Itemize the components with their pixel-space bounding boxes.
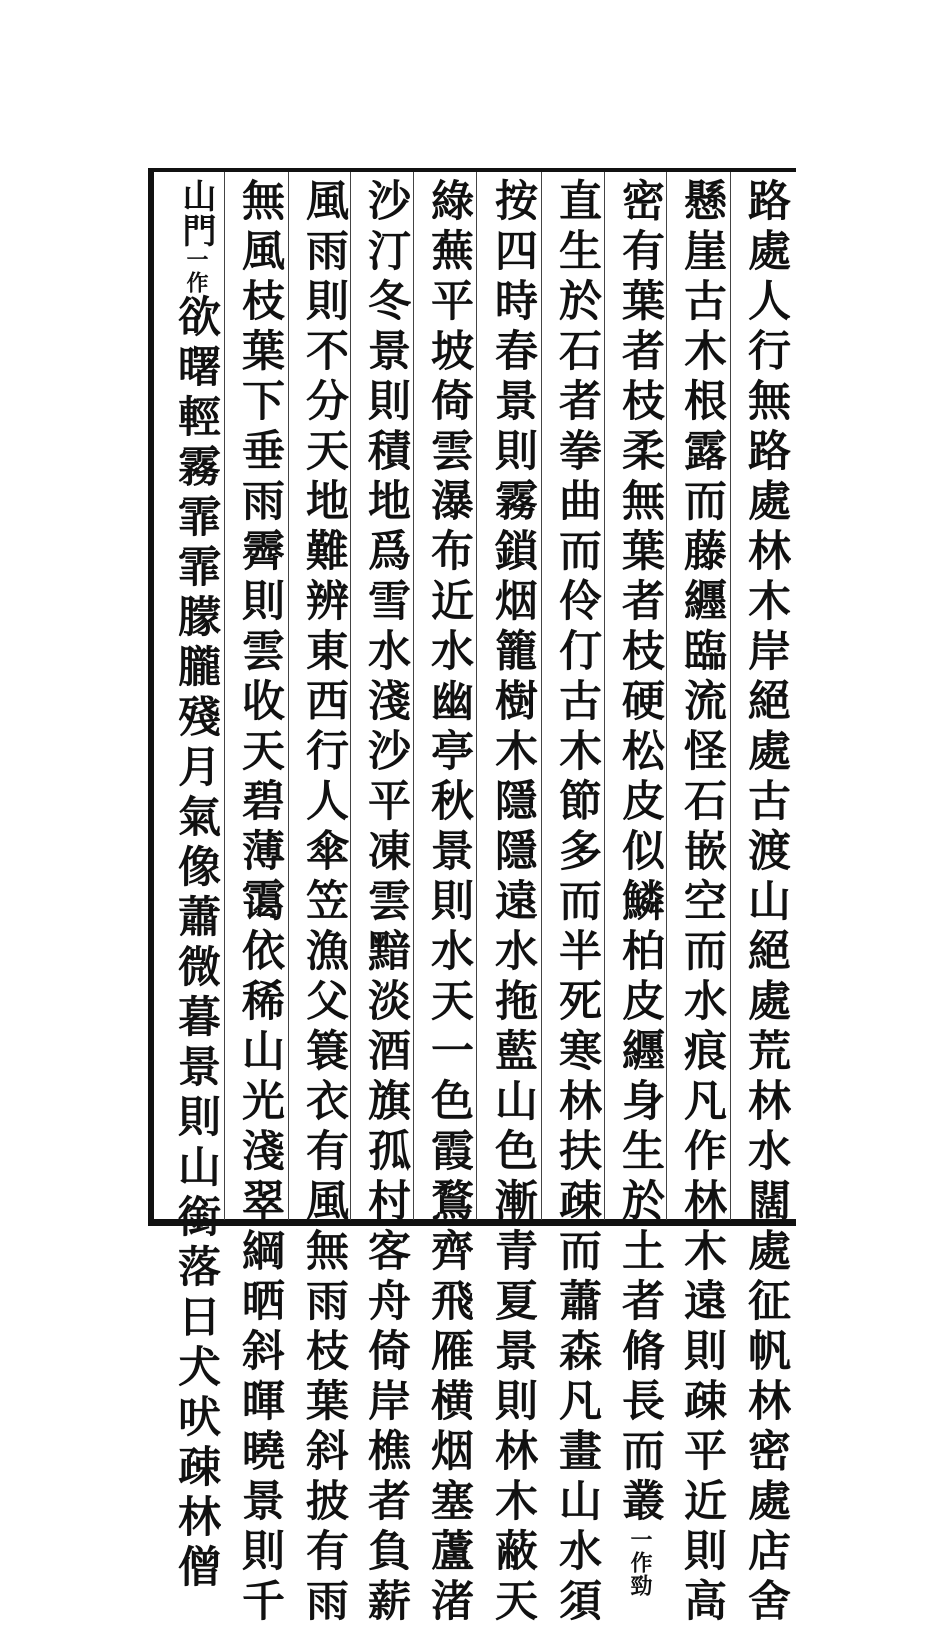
column-text: 密有葉者枝柔無葉者枝硬松皮似鱗柏皮纒身生於土者脩長而叢 [615, 178, 665, 1528]
annotation-note: 一作 [183, 248, 209, 294]
text-column-4: 直生於石者拳曲而伶仃古木節多而半死寒林扶疎而蕭森凡畫山水須 [552, 178, 602, 1628]
annotation-head: 山門 [176, 178, 216, 248]
text-column-6: 綠蕪平坡倚雲瀑布近水幽亭秋景則水天一色霞鶩齊飛雁横烟塞蘆渚 [424, 178, 474, 1628]
text-column-2: 懸崖古木根露而藤纒臨流怪石嵌空而水痕凡作林木遠則疎平近則高 [677, 178, 727, 1628]
column-text: 欲曙輕霧霏霏朦朧殘月氣像蕭微暮景則山銜落日犬吠疎林僧 [171, 294, 221, 1594]
text-column-9: 無風枝葉下垂雨霽則雲收天碧薄霭依稀山光淺翠綱晒斜暉曉景則千 [235, 178, 285, 1628]
text-column-5: 按四時春景則霧鎖烟籠樹木隱隱遠水拖藍山色漸青夏景則林木蔽天 [488, 178, 538, 1628]
text-column-1: 路處人行無路處林木岸絕處古渡山絕處荒林水闊處征帆林密處店舍 [741, 178, 791, 1628]
text-column-8: 風雨則不分天地難辨東西行人傘笠漁父簑衣有風無雨枝葉斜披有雨 [299, 178, 349, 1628]
text-column-7: 沙汀冬景則積地爲雪水淺沙平凍雲黯淡酒旗孤村客舟倚岸樵者負薪 [361, 178, 411, 1628]
annotation-note: 一作勁 [627, 1528, 653, 1597]
text-column-3 [610, 178, 670, 1597]
text-column-10 [166, 178, 226, 1594]
